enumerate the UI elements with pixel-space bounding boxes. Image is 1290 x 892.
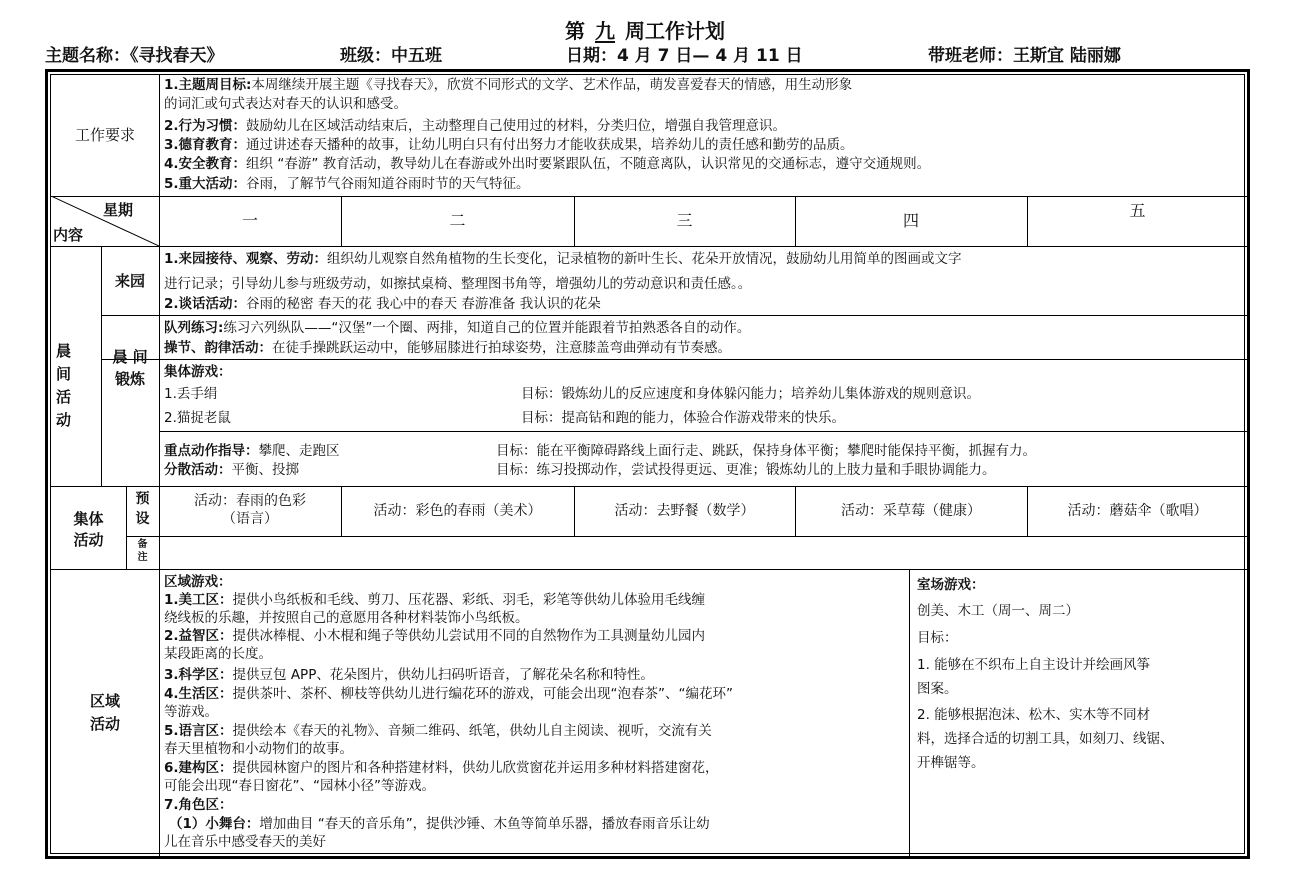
area-line-text: 提供小鸟纸板和毛线、剪刀、压花器、彩纸、羽毛，彩笔等供幼儿体验用毛线缠 xyxy=(232,592,706,608)
area-line xyxy=(164,760,719,776)
work-line-key: 4.安全教育： xyxy=(164,156,247,172)
day-wednesday: 三 xyxy=(676,211,693,230)
work-line-key: 1.主题周目标: xyxy=(164,77,252,93)
row-divider xyxy=(159,431,1248,432)
rhythm-text: 在徒手操跳跃运动中，能够屈膝进行拍球姿势，注意膝盖弯曲弹动有节奏感。 xyxy=(272,340,731,356)
game-goal: 目标：锻炼幼儿的反应速度和身体躲闪能力；培养幼儿集体游戏的规则意识。 xyxy=(521,386,980,402)
area-line-text: 绕线板的乐趣，并按照自己的意愿用各种材料装饰小鸟纸板。 xyxy=(164,610,529,626)
room-games-title: 室场游戏： xyxy=(917,577,985,593)
work-line xyxy=(164,77,852,93)
scattered-key: 分散活动： xyxy=(164,462,232,478)
page-title xyxy=(0,18,1290,44)
area-line-text: 可能会出现“春日窗花”、“园林小径”等游戏。 xyxy=(164,778,435,794)
work-line xyxy=(164,96,407,112)
date-range: 日期：4 月 7 日— 4 月 11 日 xyxy=(566,46,803,66)
area-line xyxy=(164,646,272,662)
arrival-line-text: 进行记录；引导幼儿参与班级劳动，如擦拭桌椅、整理图书角等，增强幼儿的劳动意识和责任感。。 xyxy=(164,276,752,292)
day-thursday: 四 xyxy=(902,211,919,230)
work-line-key: 5.重大活动： xyxy=(164,176,247,192)
drill-key: 队列练习: xyxy=(164,320,224,336)
row-divider xyxy=(51,196,1248,197)
area-line xyxy=(164,797,233,813)
preset-label-char: 设 xyxy=(135,511,150,527)
group-activity-mon: 活动：春雨的色彩 xyxy=(194,493,306,509)
note-label-char: 备 xyxy=(137,539,148,550)
arrival-line-key: 2.谈话活动： xyxy=(164,296,247,312)
room-line: 创美、木工（周一、周二） xyxy=(917,603,1079,619)
room-line: 开榫锯等。 xyxy=(917,755,985,771)
area-line-text: 等游戏。 xyxy=(164,704,218,720)
key-action-goal: 目标：能在平衡障碍路线上面行走、跳跃，保持身体平衡；攀爬时能保持平衡，抓握有力。 xyxy=(496,443,1036,459)
work-line-text: 通过讲述春天播种的故事，让幼儿明白只有付出努力才能收获成果，培养幼儿的责任感和勤劳的品质。 xyxy=(246,137,854,153)
area-line xyxy=(169,816,710,832)
day-tuesday: 二 xyxy=(449,211,466,230)
group-games-title: 集体游戏： xyxy=(164,364,232,380)
work-line-key: 3.德育教育： xyxy=(164,137,247,153)
area-line-text: 儿在音乐中感受春天的美好 xyxy=(164,834,326,850)
weekday-label: 星期 xyxy=(103,201,134,219)
plan-table xyxy=(45,69,1250,859)
note-label xyxy=(126,538,159,564)
scattered-line xyxy=(164,462,299,478)
area-line xyxy=(164,723,712,739)
area-line xyxy=(164,610,529,626)
area-line-key: 1.美工区： xyxy=(164,592,233,608)
game-name: 1.丢手绢 xyxy=(164,386,218,402)
work-line xyxy=(164,137,854,153)
theme-name: 主题名称：《寻找春天》 xyxy=(45,46,224,66)
key-action-key: 重点动作指导： xyxy=(164,443,259,459)
room-line: 目标： xyxy=(917,630,958,646)
morning-label-char: 间 xyxy=(56,365,72,383)
room-line: 1. 能够在不织布上自主设计并绘画风筝 xyxy=(917,657,1151,673)
rhythm-line xyxy=(164,340,731,356)
area-games-title: 区域游戏： xyxy=(164,574,232,590)
arrival-line-text: 谷雨的秘密 春天的花 我心中的春天 春游准备 我认识的花朵 xyxy=(246,296,601,312)
title-prefix: 第 xyxy=(565,19,585,43)
area-activity-label-2: 活动 xyxy=(89,715,120,733)
area-line-text: 提供茶叶、茶杯、柳枝等供幼儿进行编花环的游戏，可能会出现“泡春茶”、“编花环” xyxy=(232,686,734,702)
work-line xyxy=(164,118,786,134)
arrival-line-key: 1.来园接待、观察、劳动： xyxy=(164,251,328,267)
key-action-line xyxy=(164,443,340,459)
area-line-text: 提供冰棒棍、小木棍和绳子等供幼儿尝试用不同的自然物作为工具测量幼儿园内 xyxy=(232,628,706,644)
scattered-text: 平衡、投掷 xyxy=(231,462,299,478)
group-activity-label-2: 活动 xyxy=(73,531,104,549)
area-line-key: 7.角色区： xyxy=(164,797,233,813)
area-line-key: 5.语言区： xyxy=(164,723,233,739)
note-label-char: 注 xyxy=(137,552,148,563)
row-divider xyxy=(101,359,1248,360)
work-line-key: 2.行为习惯： xyxy=(164,118,247,134)
content-label: 内容 xyxy=(53,226,84,244)
room-line: 2. 能够根据泡沫、松木、实木等不同材 xyxy=(917,707,1151,723)
arrival-line xyxy=(164,296,601,312)
work-line-text: 谷雨，了解节气谷雨知道谷雨时节的天气特征。 xyxy=(246,176,530,192)
group-activity-label-1: 集体 xyxy=(73,510,104,528)
group-activity-tue: 活动：彩色的春雨（美术） xyxy=(373,503,542,519)
area-line-text: 增加曲目 “春天的音乐角”，提供沙锤、木鱼等简单乐器，播放春雨音乐让幼 xyxy=(259,816,710,832)
rhythm-key: 操节、韵律活动： xyxy=(164,340,272,356)
area-line xyxy=(164,592,705,608)
work-line-text: 本周继续开展主题《寻找春天》，欣赏不同形式的文学、艺术作品，萌发喜爱春天的情感，用生动形象 xyxy=(251,77,853,93)
row-divider xyxy=(51,246,1248,247)
work-line-text: 鼓励幼儿在区域活动结束后，主动整理自己使用过的材料，分类归位，增强自我管理意识。 xyxy=(246,118,787,134)
area-line-key: 2.益智区： xyxy=(164,628,233,644)
area-line xyxy=(164,778,435,794)
title-suffix: 周工作计划 xyxy=(625,19,725,43)
area-line xyxy=(164,704,218,720)
room-line: 料，选择合适的切割工具，如刻刀、线锯、 xyxy=(917,731,1174,747)
area-line xyxy=(164,628,705,644)
group-activity-thu: 活动：采草莓（健康） xyxy=(841,503,981,519)
plan-table-inner xyxy=(50,74,1245,854)
exercise-label-1: 晨 间 xyxy=(112,348,148,366)
drill-text: 练习六列纵队——“汉堡”一个圈、两排，知道自己的位置并能跟着节拍熟悉各自的动作。 xyxy=(223,320,751,336)
day-monday: 一 xyxy=(241,211,258,230)
area-line-text: 春天里植物和小动物们的故事。 xyxy=(164,741,353,757)
week-number: 九 xyxy=(595,19,615,43)
exercise-label-2: 锻炼 xyxy=(114,370,145,388)
area-line-key: （1）小舞台： xyxy=(169,816,260,832)
work-line-text: 的词汇或句式表达对春天的认识和感受。 xyxy=(164,96,407,112)
work-line-text: 组织 “春游” 教育活动，教导幼儿在春游或外出时要紧跟队伍，不随意离队，认识常见的交通标志，遵守交通规则。 xyxy=(246,156,931,172)
area-activity-label-1: 区域 xyxy=(89,692,120,710)
work-line xyxy=(164,156,930,172)
area-line-text: 提供豆包 APP、花朵图片，供幼儿扫码听语音，了解花朵名称和特性。 xyxy=(232,667,654,683)
area-line-key: 6.建构区： xyxy=(164,760,233,776)
col-divider xyxy=(909,569,910,857)
area-line-text: 提供绘本《春天的礼物》、音频二维码、纸笔，供幼儿自主阅读、视听，交流有关 xyxy=(232,723,712,739)
scattered-goal: 目标：练习投掷动作，尝试投得更远、更准；锻炼幼儿的上肢力量和手眼协调能力。 xyxy=(496,462,996,478)
area-line xyxy=(164,834,326,850)
key-action-text: 攀爬、走跑区 xyxy=(258,443,340,459)
arrival-line xyxy=(164,276,751,292)
morning-label-char: 活 xyxy=(56,388,72,406)
morning-activities-label xyxy=(51,340,101,432)
work-requirements-label: 工作要求 xyxy=(74,126,135,144)
teachers: 带班老师：王斯宜 陆丽娜 xyxy=(928,46,1121,66)
drill-line xyxy=(164,320,750,336)
class-name: 班级：中五班 xyxy=(340,46,442,66)
area-line-text: 提供园林窗户的图片和各种搭建材料，供幼儿欣赏窗花并运用多种材料搭建窗花， xyxy=(232,760,719,776)
work-line xyxy=(164,176,530,192)
group-activity-fri: 活动：蘑菇伞（歌唱） xyxy=(1067,503,1208,519)
preset-label-char: 预 xyxy=(135,491,150,507)
game-goal: 目标：提高钻和跑的能力，体验合作游戏带来的快乐。 xyxy=(521,410,845,426)
preset-label xyxy=(126,489,159,529)
area-line-key: 3.科学区： xyxy=(164,667,233,683)
day-friday: 五 xyxy=(1129,201,1146,220)
row-divider xyxy=(126,536,1248,537)
area-line-text: 某段距离的长度。 xyxy=(164,646,272,662)
arrival-line xyxy=(164,251,962,267)
game-name: 2.猫捉老鼠 xyxy=(164,410,231,426)
group-activity-mon-sub: （语言） xyxy=(222,511,278,527)
area-line xyxy=(164,686,733,702)
arrival-line-text: 组织幼儿观察自然角植物的生长变化，记录植物的新叶生长、花朵开放情况，鼓励幼儿用简单的图画或文字 xyxy=(327,251,962,267)
area-line xyxy=(164,741,353,757)
room-line: 图案。 xyxy=(917,681,958,697)
arrival-label: 来园 xyxy=(114,272,145,290)
row-divider xyxy=(101,315,1248,316)
morning-label-char: 晨 xyxy=(56,342,72,360)
row-divider xyxy=(51,569,1248,570)
group-activity-wed: 活动：去野餐（数学） xyxy=(614,503,755,519)
col-divider xyxy=(159,75,160,857)
morning-label-char: 动 xyxy=(56,411,72,429)
area-line xyxy=(164,667,654,683)
row-divider xyxy=(51,486,1248,487)
area-line-key: 4.生活区： xyxy=(164,686,233,702)
